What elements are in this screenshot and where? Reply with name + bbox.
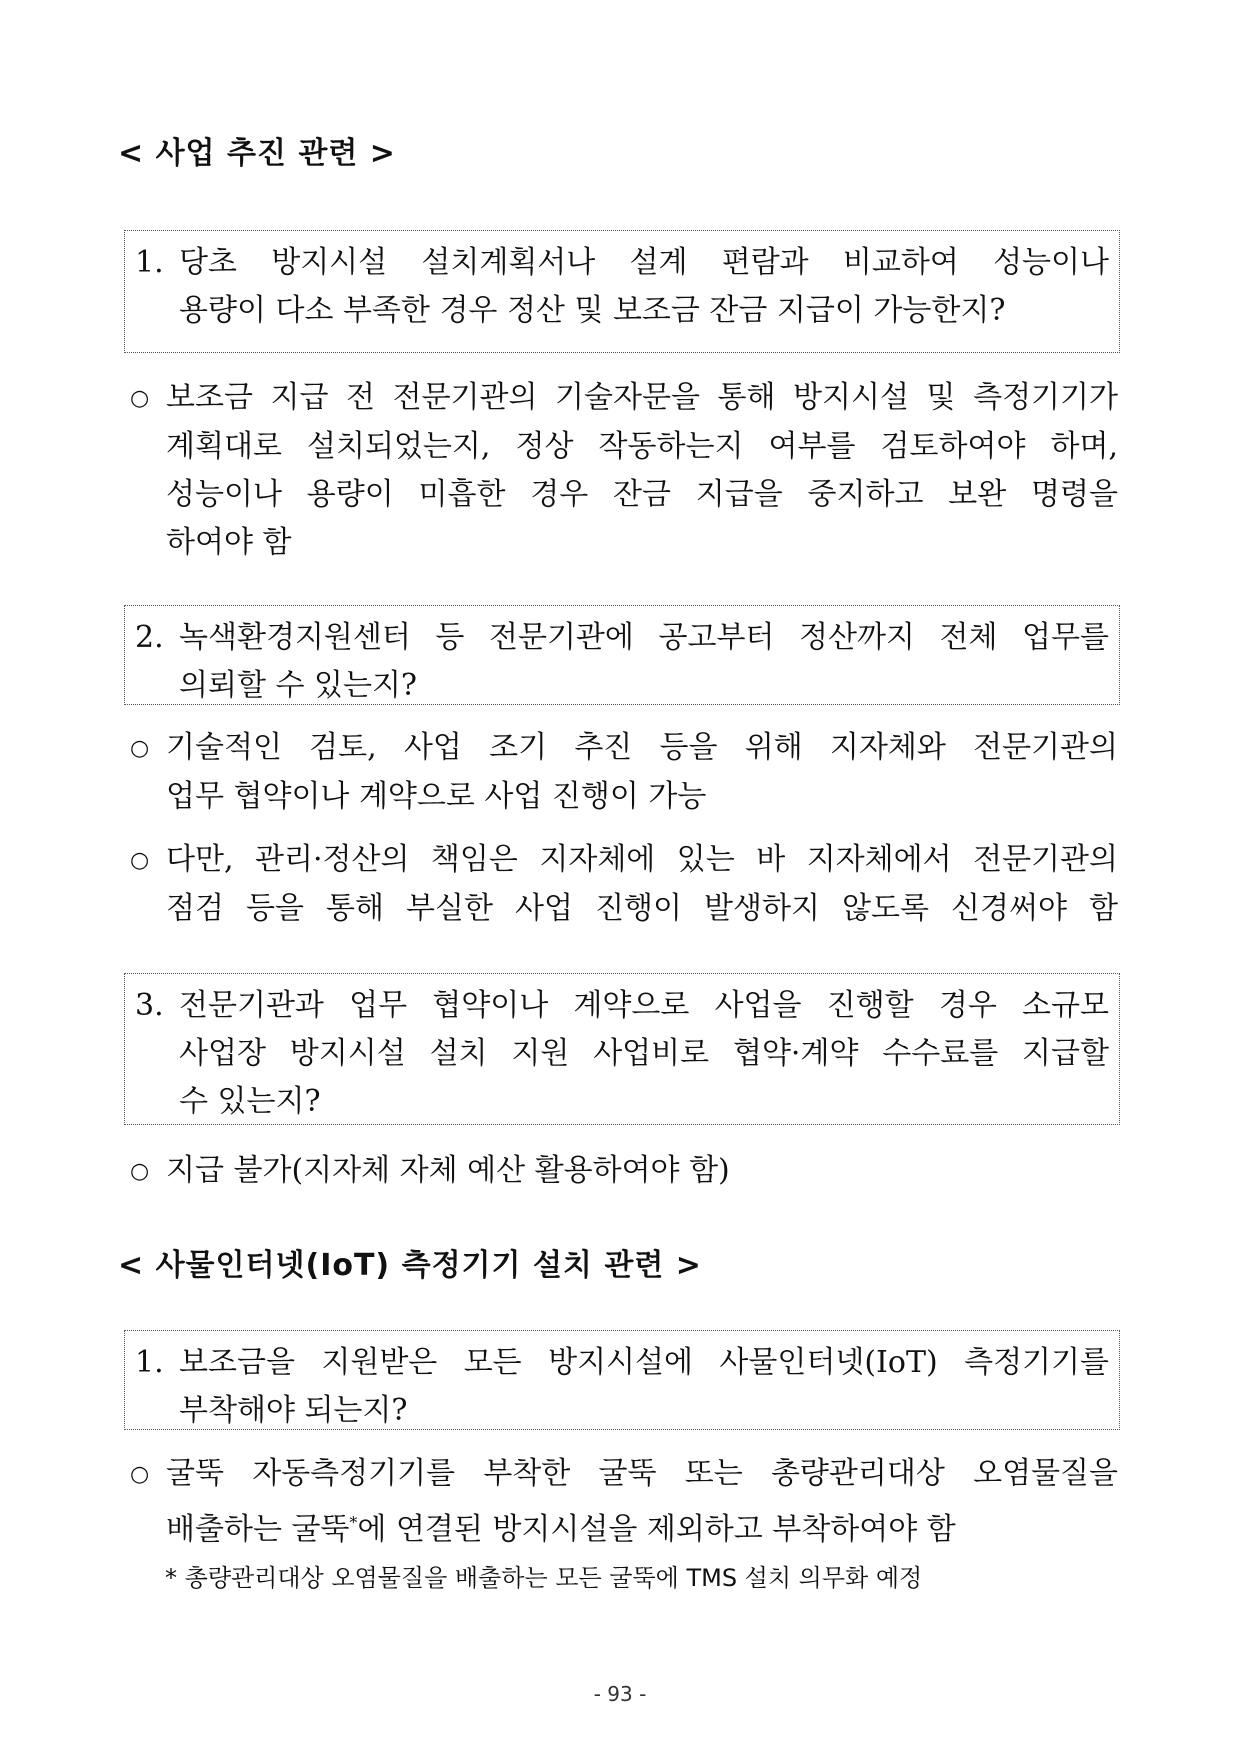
- answer-line: [130, 374, 1118, 423]
- question-text: 보조금을 지원받은 모든 방지시설에 사물인터넷(IoT) 측정기기를: [179, 1345, 1109, 1380]
- answer-text: 업무 협약이나 계약으로 사업 진행이 가능: [166, 779, 707, 814]
- question-box: [124, 230, 1120, 353]
- answer-line: [130, 423, 1118, 471]
- answer-text: 계획대로 설치되었는지, 정상 작동하는지 여부를 검토하여야 하며,: [166, 429, 1118, 464]
- answer-line: [130, 1450, 1118, 1499]
- bullet-icon: ○: [130, 386, 150, 411]
- bullet-icon: ○: [130, 1159, 150, 1184]
- answer-block: [130, 1450, 1118, 1554]
- question-line: [135, 1030, 1109, 1078]
- answer-text: 배출하는 굴뚝: [166, 1512, 350, 1547]
- footnote-marker: *: [349, 1513, 358, 1532]
- question-line: [135, 239, 1109, 287]
- answer-line: [130, 885, 1118, 933]
- question-text: 사업장 방지시설 설치 지원 사업비로 협약·계약 수수료를 지급할: [179, 1036, 1109, 1071]
- answer-block: [130, 724, 1118, 821]
- answer-block: [130, 1147, 1118, 1196]
- answer-block: [130, 836, 1118, 933]
- answer-text: 지급 불가(지자체 자체 예산 활용하여야 함): [166, 1153, 730, 1188]
- bullet-icon: ○: [130, 736, 150, 761]
- question-text: 부착해야 되는지?: [179, 1393, 408, 1428]
- question-text: 용량이 다소 부족한 경우 정산 및 보조금 잔금 지급이 가능한지?: [179, 293, 1006, 328]
- question-text: 의뢰할 수 있는지?: [179, 668, 418, 703]
- question-line: [135, 1078, 1109, 1126]
- question-line: [135, 1339, 1109, 1387]
- question-box: [124, 1330, 1120, 1430]
- section-heading-business: < 사업 추진 관련 >: [118, 136, 396, 171]
- answer-line: [130, 1499, 1118, 1554]
- answer-line: [130, 836, 1118, 885]
- question-line: [135, 982, 1109, 1030]
- section-heading-iot: < 사물인터넷(IoT) 측정기기 설치 관련 >: [118, 1248, 702, 1283]
- page-number: - 93 -: [593, 1682, 647, 1706]
- answer-text: 에 연결된 방지시설을 제외하고 부착하여야 함: [357, 1512, 956, 1547]
- answer-text: 성능이나 용량이 미흡한 경우 잔금 지급을 중지하고 보완 명령을: [166, 477, 1118, 512]
- answer-text: 굴뚝 자동측정기기를 부착한 굴뚝 또는 총량관리대상 오염물질을: [166, 1456, 1118, 1491]
- question-line: [135, 287, 1109, 335]
- bullet-icon: ○: [130, 848, 150, 873]
- bullet-icon: ○: [130, 1462, 150, 1487]
- question-box: [124, 973, 1120, 1125]
- answer-line: [130, 1147, 1118, 1196]
- question-text: 수 있는지?: [179, 1084, 321, 1119]
- question-line: [135, 1387, 1109, 1435]
- question-line: [135, 662, 1109, 710]
- answer-block: [130, 374, 1118, 567]
- question-number: 2.: [135, 620, 164, 655]
- question-line: [135, 614, 1109, 662]
- question-number: 3.: [135, 988, 164, 1023]
- question-text: 당초 방지시설 설치계획서나 설계 편람과 비교하여 성능이나: [179, 245, 1109, 280]
- answer-text: 하여야 함: [166, 525, 292, 560]
- question-box: [124, 605, 1120, 705]
- answer-text: 기술적인 검토, 사업 조기 추진 등을 위해 지자체와 전문기관의: [166, 730, 1118, 765]
- answer-line: [130, 519, 1118, 567]
- answer-line: [130, 471, 1118, 519]
- question-text: 전문기관과 업무 협약이나 계약으로 사업을 진행할 경우 소규모: [179, 988, 1109, 1023]
- answer-text: 다만, 관리·정산의 책임은 지자체에 있는 바 지자체에서 전문기관의: [166, 842, 1118, 877]
- answer-text: 점검 등을 통해 부실한 사업 진행이 발생하지 않도록 신경써야 함: [166, 891, 1118, 926]
- question-number: 1.: [135, 245, 164, 280]
- question-number: 1.: [135, 1345, 164, 1380]
- answer-line: [130, 724, 1118, 773]
- footnote: * 총량관리대상 오염물질을 배출하는 모든 굴뚝에 TMS 설치 의무화 예정: [165, 1564, 923, 1592]
- question-text: 녹색환경지원센터 등 전문기관에 공고부터 정산까지 전체 업무를: [179, 620, 1109, 655]
- answer-line: [130, 773, 1118, 821]
- answer-text: 보조금 지급 전 전문기관의 기술자문을 통해 방지시설 및 측정기기가: [166, 380, 1118, 415]
